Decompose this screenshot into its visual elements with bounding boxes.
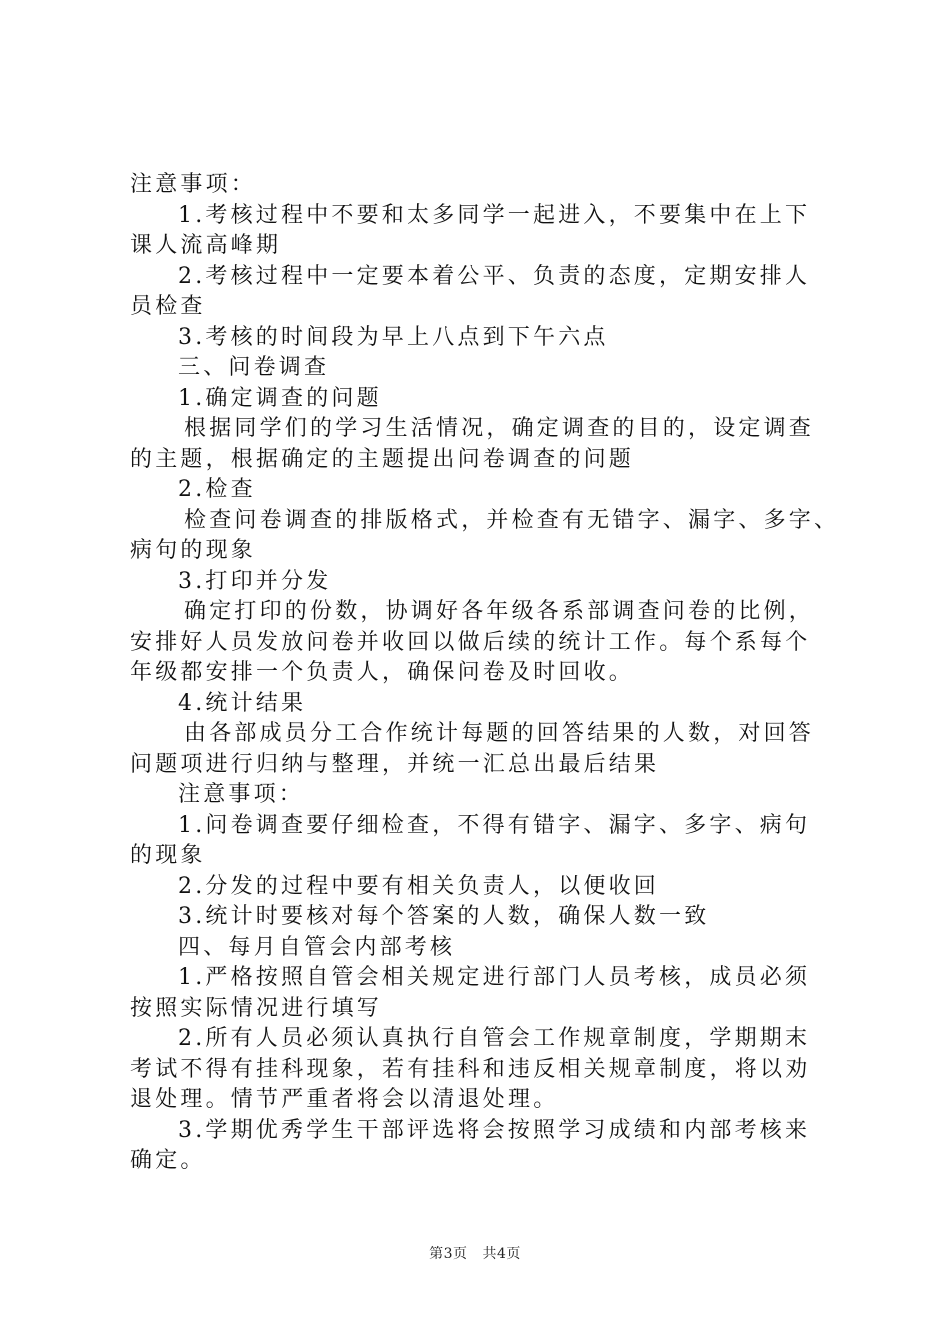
text-line: 1.严格按照自管会相关规定进行部门人员考核，成员必须 <box>178 965 811 990</box>
text-line: 的主题，根据确定的主题提出问卷调查的问题 <box>130 446 635 472</box>
subsection-heading: 2.检查 <box>178 477 256 502</box>
page-number: 第3页 <box>429 1246 468 1262</box>
text-line: 考试不得有挂科现象，若有挂科和违反相关规章制度，将以劝 <box>130 1056 811 1082</box>
notice-heading: 注意事项： <box>178 782 305 807</box>
text-line: 问题项进行归纳与整理，并统一汇总出最后结果 <box>130 751 660 777</box>
text-line: 的现象 <box>130 843 206 868</box>
notice-heading: 注意事项： <box>130 172 257 197</box>
text-line: 3.学期优秀学生干部评选将会按照学习成绩和内部考核来 <box>178 1117 811 1143</box>
text-line: 退处理。情节严重者将会以清退处理。 <box>130 1087 559 1112</box>
subsection-heading: 1.确定调查的问题 <box>178 385 382 411</box>
text-line: 员检查 <box>130 294 206 319</box>
text-line: 2.考核过程中一定要本着公平、负责的态度，定期安排人 <box>178 263 811 289</box>
text-line: 1.考核过程中不要和太多同学一起进入，不要集中在上下 <box>178 202 811 228</box>
text-line: 确定打印的份数，协调好各年级各系部调查问卷的比例， <box>184 599 815 624</box>
section-heading: 四、每月自管会内部考核 <box>178 934 456 960</box>
text-line: 课人流高峰期 <box>130 233 282 258</box>
page-footer <box>0 1243 950 1263</box>
subsection-heading: 4.统计结果 <box>178 690 307 716</box>
text-line: 1.问卷调查要仔细检查，不得有错字、漏字、多字、病句 <box>178 812 811 838</box>
section-heading: 三、问卷调查 <box>178 355 330 380</box>
text-line: 年级都安排一个负责人，确保问卷及时回收。 <box>130 660 635 685</box>
subsection-heading: 3.打印并分发 <box>178 568 332 594</box>
text-line: 病句的现象 <box>130 538 257 563</box>
text-line: 安排好人员发放问卷并收回以做后续的统计工作。每个系每个 <box>130 629 811 655</box>
text-line: 2.分发的过程中要有相关负责人，以便收回 <box>178 873 659 899</box>
text-line: 检查问卷调查的排版格式，并检查有无错字、漏字、多字、 <box>184 507 840 533</box>
text-line: 3.统计时要核对每个答案的人数，确保人数一致 <box>178 904 710 929</box>
text-line: 3.考核的时间段为早上八点到下午六点 <box>178 324 609 350</box>
page-total: 共4页 <box>482 1246 521 1262</box>
text-line: 根据同学们的学习生活情况，确定调查的目的，设定调查 <box>184 416 815 441</box>
text-line: 2.所有人员必须认真执行自管会工作规章制度，学期期末 <box>178 1026 811 1051</box>
text-line: 由各部成员分工合作统计每题的回答结果的人数，对回答 <box>184 721 815 746</box>
text-line: 确定。 <box>130 1148 206 1173</box>
document-body <box>130 170 840 1177</box>
text-line: 按照实际情况进行填写 <box>130 995 383 1021</box>
